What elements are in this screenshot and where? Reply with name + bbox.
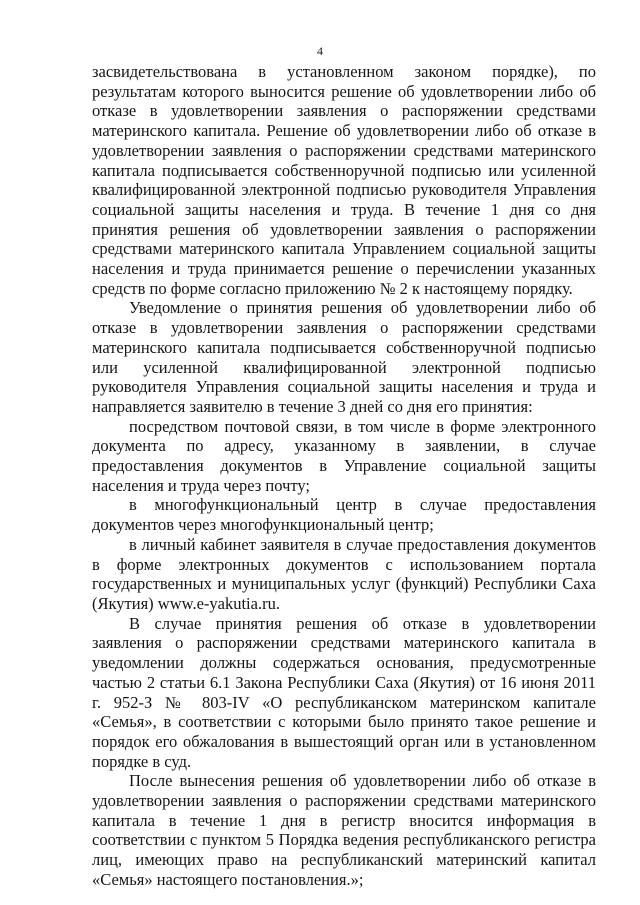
page-number: 4 [317, 44, 323, 58]
paragraph-continuation: засвидетельствована в установленном законом порядке), по результатам которого выносится решение об удовлетворении либо об отказе в удовлетворении заявления о распоряжении средствами материнского капитала. Решение об удовлетворении либо об отказе в удовлетворении заявления о распоряжении средствами материнского капитала подписывается собственноручной подписью или усиленной квалифицированной электронной подписью руководителя Управления социальной защиты населения и труда. В течение 1 дня со дня принятия решения об удовлетворении заявления о распоряжении средствами материнского капитала Управлением социальной защиты населения и труда принимается решение о перечислении указанных средств по форме согласно приложению № 2 к настоящему порядку. [92, 62, 596, 298]
paragraph-mfc-delivery: в многофункциональный центр в случае предоставления документов через многофункциональный центр; [92, 495, 596, 535]
paragraph-register-entry: После вынесения решения об удовлетворении либо об отказе в удовлетворении заявления о распоряжении средствами материнского капитала в течение 1 дня в регистр вносится информация в соответствии с пунктом 5 Порядка ведения республиканского регистра лиц, имеющих право на республиканский материнский капитал «Семья» настоящего постановления.»; [92, 771, 596, 889]
paragraph-personal-account-delivery: в личный кабинет заявителя в случае предоставления документов в форме электронных документов с использованием портала государственных и муниципальных услуг (функций) Республики Саха (Якутия) www.e-yakutia.ru. [92, 534, 596, 613]
paragraph-notification: Уведомление о принятия решения об удовлетворении либо об отказе в удовлетворении заявления о распоряжении средствами материнского капитала подписывается собственноручной подписью или усиленной квалифицированной электронной подписью руководителя Управления социальной защиты населения и труда и направляется заявителю в течение 3 дней со дня его принятия: [92, 298, 596, 416]
document-body [92, 62, 596, 890]
paragraph-postal-delivery: посредством почтовой связи, в том числе в форме электронного документа по адресу, указанному в заявлении, в случае предоставления документов в Управление социальной защиты населения и труда через почту; [92, 416, 596, 495]
paragraph-refusal-grounds: В случае принятия решения об отказе в удовлетворении заявления о распоряжении средствами материнского капитала в уведомлении должны содержаться основания, предусмотренные частью 2 статьи 6.1 Закона Республики Саха (Якутия) от 16 июня 2011 г. 952-З № 803-IV «О республиканском материнском капитале «Семья», в соответствии с которыми было принято такое решение и порядок его обжалования в вышестоящий орган или в установленном порядке в суд. [92, 613, 596, 771]
